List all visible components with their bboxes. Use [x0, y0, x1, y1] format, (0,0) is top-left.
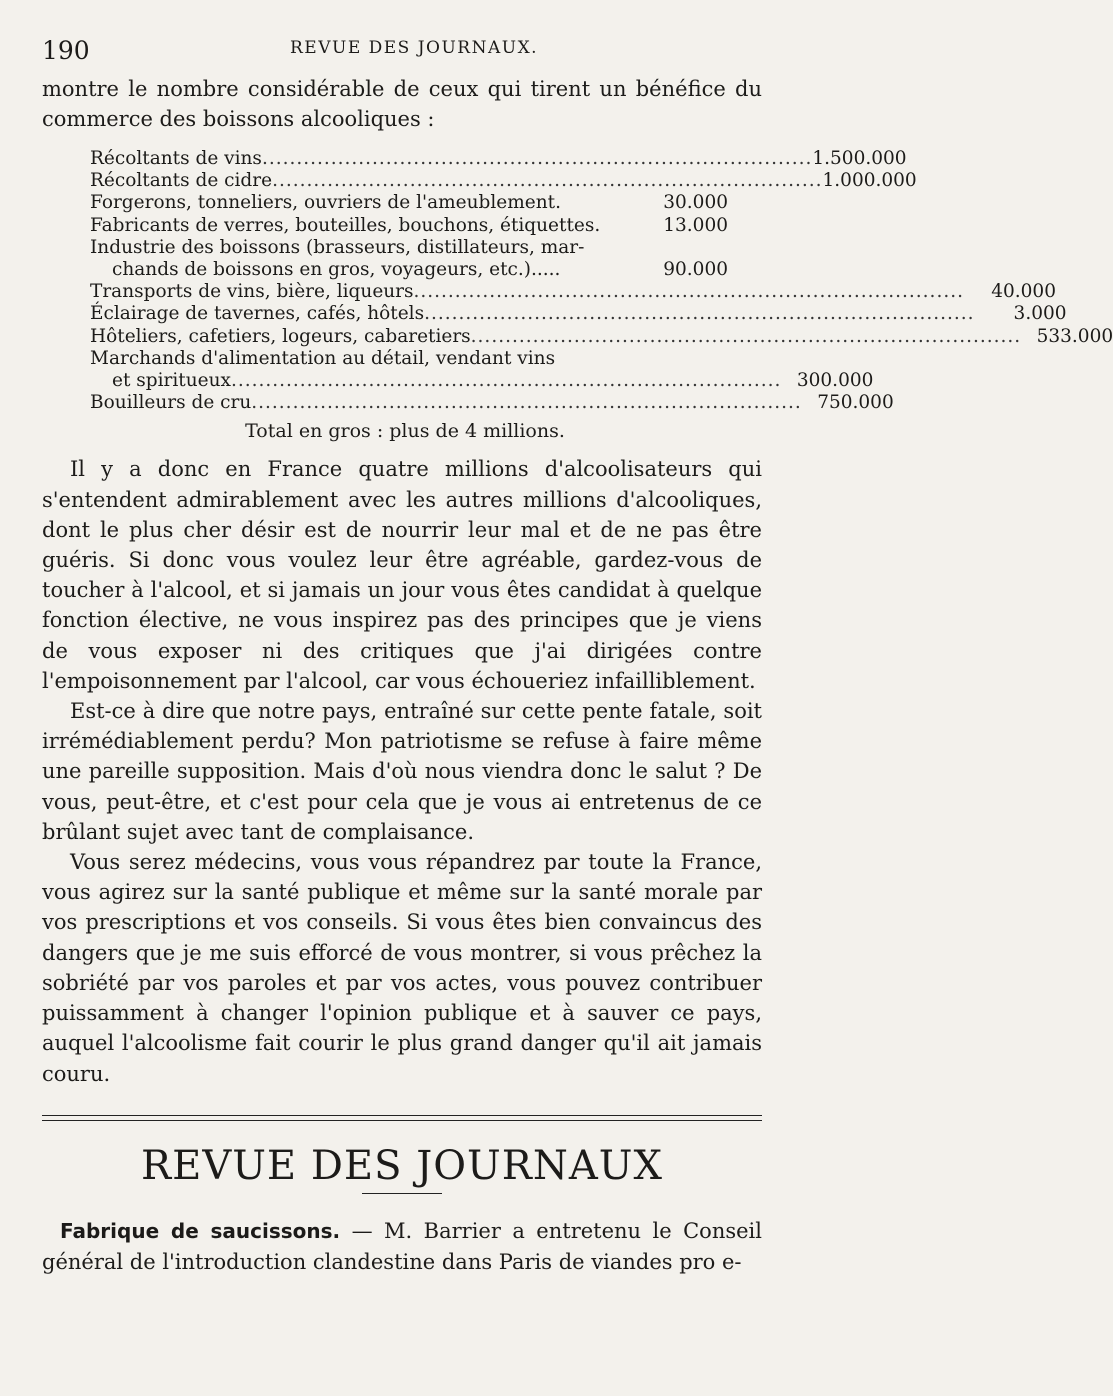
running-title: REVUE DES JOURNAUX.	[290, 38, 539, 58]
stat-label: et spiritueux	[112, 370, 231, 392]
dot-leader: ................................................................................	[272, 170, 823, 192]
article-heading: Fabrique de saucissons.	[60, 1218, 341, 1243]
dot-leader: ................................................................................	[470, 325, 1022, 347]
section-separator	[42, 1115, 762, 1121]
dot-leader: ................................................................................	[424, 303, 975, 325]
stat-row	[90, 148, 907, 170]
article-text: — M. Barrier a entretenu le Conseil général de l'introduction clandestine dans Paris de viandes pro e-	[42, 1218, 762, 1274]
dot-leader: ................................................................................	[413, 281, 964, 303]
body-paragraph: Est-ce à dire que notre pays, entraîné sur cette pente fatale, soit irrémédiablement perdu? Mon patriotisme se refuse à faire même une pareille supposition. Mais d'où nous viendra donc le salut ? De vous, peut-être, et c'est pour cela que je vous ai entretenus de ce brûlant sujet avec tant de complaisance.	[42, 699, 762, 844]
stat-value: 13.000	[663, 214, 728, 236]
section-title: REVUE DES JOURNAUX	[141, 1142, 663, 1189]
stat-value: 1.500.000	[812, 148, 907, 169]
stat-row	[90, 281, 1056, 303]
stat-row	[90, 259, 728, 281]
dot-leader: ................................................................................	[230, 370, 782, 392]
body-text	[42, 454, 762, 1088]
stat-value: 3.000	[1013, 303, 1067, 325]
stat-label: Marchands d'alimentation au détail, vendant vins	[90, 347, 556, 369]
stat-label: Forgerons, tonneliers, ouvriers de l'ameublement.	[90, 192, 561, 214]
stat-label: Fabricants de verres, bouteilles, bouchons, étiquettes.	[90, 214, 601, 236]
body-paragraph: Vous serez médecins, vous vous répandrez par toute la France, vous agirez sur la santé publique et même sur la santé morale par vos prescriptions et vos conseils. Si vous êtes bien convaincus des dangers que je me suis efforcé de vous montrer, si vous prêchez la sobriété par vos paroles et par vos actes, vous pouvez contribuer puissamment à changer l'opinion publique et à sauver ce pays, auquel l'alcoolisme fait courir le plus grand danger qu'il ait jamais couru.	[42, 850, 762, 1086]
stat-label: Bouilleurs de cru	[90, 392, 252, 414]
statistics-table	[90, 148, 1113, 414]
stat-row	[90, 215, 728, 237]
stat-value: 750.000	[817, 392, 894, 414]
stat-row	[90, 170, 917, 192]
intro-paragraph: montre le nombre considérable de ceux qui tirent un bénéfice du commerce des boissons alcooliques :	[42, 77, 762, 131]
stat-value: 30.000	[663, 192, 728, 214]
body-paragraph: Il y a donc en France quatre millions d'alcoolisateurs qui s'entendent admirablement avec les autres millions d'alcooliques, dont le plus cher désir est de nourrir leur mal et de ne pas être guéris. Si donc vous voulez leur être agréable, gardez-vous de toucher à l'alcool, et si jamais un jour vous êtes candidat à quelque fonction élective, ne vous inspirez pas des principes que je viens de vous exposer ni des critiques que j'ai dirigées contre l'empoisonnement par l'alcool, car vous échoueriez infailliblement.	[42, 457, 762, 693]
stat-row	[90, 192, 728, 214]
title-underline	[362, 1193, 442, 1194]
stat-label: Récoltants de cidre	[90, 170, 273, 192]
rule-line	[42, 1115, 762, 1116]
stat-value: 300.000	[796, 370, 874, 392]
stat-label: Transports de vins, bière, liqueurs	[90, 281, 414, 303]
stat-row	[90, 303, 1067, 325]
stat-row	[90, 325, 1113, 348]
stat-row	[90, 237, 728, 259]
rule-line	[42, 1120, 762, 1121]
page-number: 190	[42, 36, 90, 65]
stat-value: 40.000	[991, 281, 1056, 303]
dot-leader: ................................................................................	[251, 392, 802, 414]
stat-row	[90, 392, 894, 414]
stat-label: Hôteliers, cafetiers, logeurs, cabaretiers	[90, 325, 471, 347]
stat-label: Éclairage de tavernes, cafés, hôtels	[90, 303, 425, 325]
stat-label: chands de boissons en gros, voyageurs, etc.).....	[112, 259, 561, 281]
stat-value: 1.000.000	[822, 170, 917, 192]
statistics-total: Total en gros : plus de 4 millions.	[245, 420, 565, 443]
stat-row	[90, 370, 874, 392]
stat-label: Industrie des boissons (brasseurs, distillateurs, mar-	[90, 236, 585, 258]
dot-leader: ................................................................................	[261, 148, 813, 169]
article-paragraph	[42, 1216, 762, 1278]
stat-value: 90.000	[663, 259, 728, 281]
running-head	[42, 32, 762, 72]
stat-value: 533.000	[1036, 325, 1113, 347]
stat-row	[90, 348, 728, 370]
stat-label: Récoltants de vins	[90, 148, 262, 169]
